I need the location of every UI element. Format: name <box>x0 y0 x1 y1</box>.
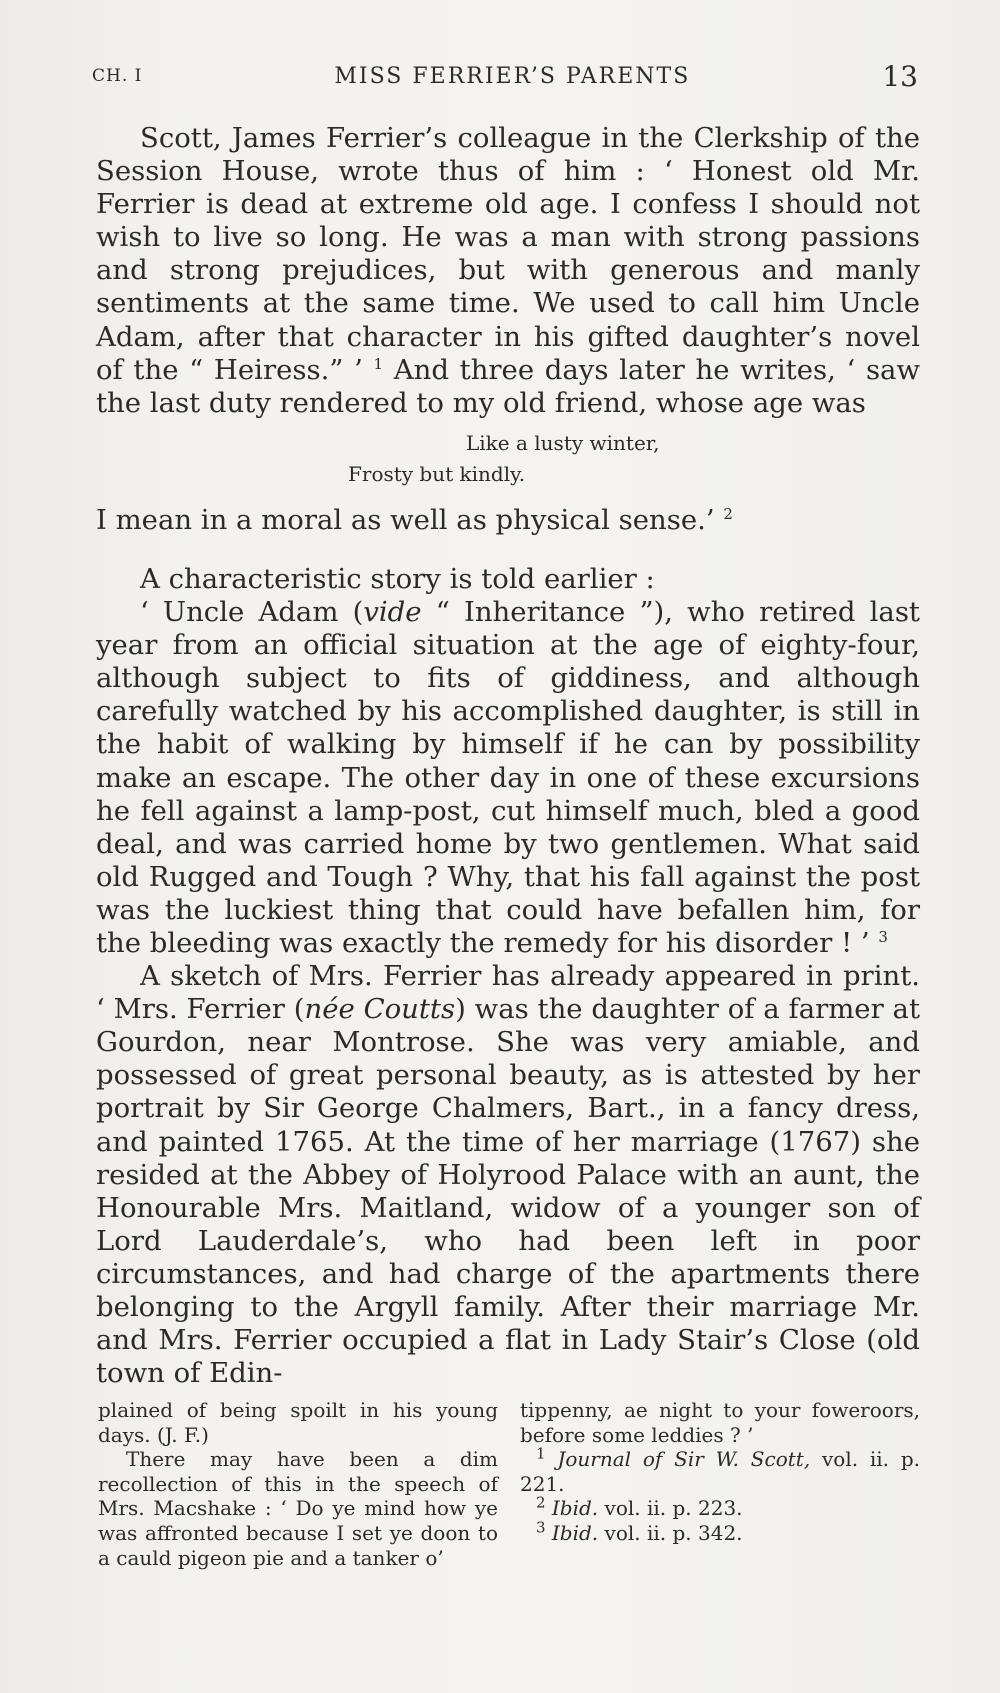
footnote-ref-2: 2 <box>723 504 733 523</box>
paragraph-4 <box>96 596 920 960</box>
paragraph-3: A characteristic story is told earlier : <box>140 562 655 595</box>
paragraph-5-text-b: ) was the daughter of a farmer at Gourdon, near Montrose. She was very amiable, and possessed of great personal beauty, as is attested by her portrait by Sir George Chalmers, Bart., in a fancy dress, and painted 1765. At the time of her marriage (1767) she resided at the Abbey of Holyrood Palace with an aunt, the Honourable Mrs. Maitland, widow of a younger son of Lord Lauderdale’s, who had been left in poor circumstances, and had charge of the apartments there belonging to the Argyll family. After their marriage Mr. and Mrs. Ferrier occupied a flat in Lady Stair’s Close (old town of Edin- <box>96 993 921 1390</box>
footnote-2-text: vol. ii. p. 223. <box>598 1496 743 1521</box>
footnote-macshake: There may have been a dim recollection of this in the speech of Mrs. Macshake : ‘ Do ye mind how ye was affronted because I set ye doon to a cauld pigeon pie and a tanker o’ <box>98 1447 498 1570</box>
paragraph-4-text-b: “ Inheritance ”), who retired last year from an official situation at the age of eighty-four, although subject to fits of giddiness, and although carefully watched by his accomplished daughter, is still in the habit of walking by himself if he can by possibility make an escape. The other day in one of these excursions he fell against a lamp-post, cut himself much, bled a good deal, and was carried home by two gentlemen. What said old Rugged and Tough ? Why, that his fall against the post was the luckiest thing that could have befallen him, for the bleeding was exactly the remedy for his disorder ! ’ <box>96 596 920 959</box>
footnote-1-text: vol. ii. p. 221. <box>520 1447 921 1496</box>
verse-quote <box>96 428 920 490</box>
footnotes <box>98 1398 920 1570</box>
page-number: 13 <box>882 59 918 93</box>
footnote-1-title: Journal of Sir W. Scott, <box>557 1447 811 1472</box>
paragraph-1-text: Scott, James Ferrier’s colleague in the Clerkship of the Session House, wrote thus of him : ‘ Honest old Mr. Ferrier is dead at extreme old age. I confess I should not wish to live so long. He was a man with strong passions and strong prejudices, but with generous and manly sentiments at the same time. We used to call him Uncle Adam, after that character in his gifted daughter’s novel of the “ Heiress.” ’ <box>96 122 920 386</box>
running-title: MISS FERRIER’S PARENTS <box>334 63 691 89</box>
footnote-ref-3: 3 <box>878 927 888 946</box>
paragraph-4-vide: vide <box>363 596 422 629</box>
paragraph-5-text-a: A sketch of Mrs. Ferrier has already appeared in print. ‘ Mrs. Ferrier ( <box>96 960 920 1026</box>
paragraph-1-continuation: And three days later he writes, ‘ saw the last duty rendered to my old friend, whose age was <box>96 353 920 419</box>
paragraph-2-text: I mean in a moral as well as physical sense.’ <box>96 503 715 536</box>
paragraph-gap <box>96 537 920 563</box>
paragraph-5 <box>96 960 920 1390</box>
footnote-ref-1: 1 <box>373 354 384 373</box>
footnote-3-text: vol. ii. p. 342. <box>598 1520 743 1545</box>
verse-line-2: Frosty but kindly. <box>348 461 526 486</box>
running-header <box>92 58 918 94</box>
footnote-2 <box>520 1493 920 1521</box>
paragraph-1 <box>96 122 920 420</box>
paragraph-4-text-a: ‘ Uncle Adam ( <box>140 596 364 629</box>
main-text <box>96 122 920 1390</box>
footnote-3-title: Ibid. <box>551 1520 599 1545</box>
paragraph-5-nee: née Coutts <box>304 993 456 1026</box>
footnote-macshake-continuation: tippenny, ae night to your foweroors, before some leddies ? ’ <box>520 1398 920 1447</box>
footnote-1 <box>520 1444 921 1496</box>
footnote-2-number: 2 <box>536 1493 546 1512</box>
footnote-2-title: Ibid. <box>551 1496 599 1521</box>
chapter-label: CH. I <box>92 66 143 86</box>
footnote-continuation: plained of being spoilt in his young days. (J. F.) <box>98 1398 498 1447</box>
paragraph-2 <box>96 504 920 537</box>
footnotes-left-column <box>98 1398 498 1570</box>
footnote-1-number: 1 <box>536 1444 546 1463</box>
verse-line-1: Like a lusty winter, <box>466 430 660 455</box>
footnote-3-number: 3 <box>536 1518 546 1537</box>
footnotes-right-column <box>520 1398 920 1570</box>
footnote-3 <box>520 1518 920 1546</box>
